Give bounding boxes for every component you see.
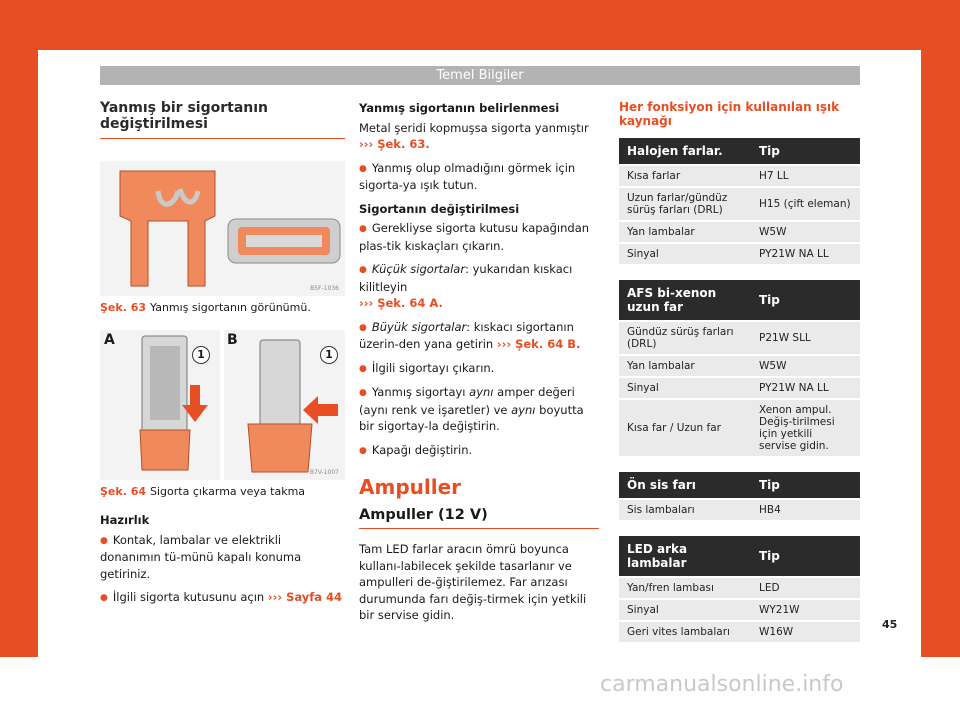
table-header: Tip: [751, 536, 860, 576]
table-cell: Yan/fren lambası: [619, 578, 751, 598]
table-header-row: [619, 536, 860, 576]
large-fuses-text: : kıskacı sigortanın üzerin-den yana getirin: [359, 319, 574, 351]
table-cell: Kısa farlar: [619, 166, 751, 186]
table-cell: Kısa far / Uzun far: [619, 400, 751, 456]
fuse-puller-illustration: [100, 330, 345, 480]
table-header-row: [619, 280, 860, 320]
callout-1-right: 1: [320, 346, 338, 364]
column-right: [619, 100, 860, 656]
same-fuse-em-2: aynı: [511, 402, 536, 417]
table-row: [619, 188, 860, 220]
caption-text: Sigorta çıkarma veya takma: [150, 485, 306, 498]
fig63-ref-link[interactable]: ››› Şek. 63.: [359, 137, 430, 151]
heading-identify: Yanmış sigortanın belirlenmesi: [359, 101, 560, 115]
watermark: carmanualsonline.info: [600, 672, 844, 697]
table-cell: Geri vites lambaları: [619, 622, 751, 642]
figure-64: [100, 330, 345, 480]
bullet-light-text: Yanmış olup olmadığını görmek için sigorta-ya ışık tutun.: [359, 160, 576, 192]
chapter-title-bulbs: Ampuller: [359, 475, 462, 499]
para-identify: [359, 120, 599, 153]
para-led: Tam LED farlar aracın ömrü boyunca kullanı-labilecek şekilde tasarlanır ve ampulleri de-ğiştirilemez. Far arızası durumunda farı değiş-tirmek için yetkili bir servise gidin.: [359, 542, 587, 622]
bullet-clips-text: Gerekliyse sigorta kutusu kapağından plas-tik kıskaçları çıkarın.: [359, 221, 590, 253]
table-header: AFS bi-xenon uzun far: [619, 280, 751, 320]
same-fuse-em-1: aynı: [469, 385, 494, 399]
table-row: [619, 600, 860, 620]
figure-64-caption: [100, 485, 345, 498]
light-source-title: Her fonksiyon için kullanılan ışık kaynağı: [619, 100, 840, 128]
table-cell: Yan lambalar: [619, 222, 751, 242]
table-cell: H7 LL: [751, 166, 860, 186]
large-fuses-term: Büyük sigortalar: [371, 319, 467, 334]
table-cell: Sis lambaları: [619, 500, 751, 520]
table-fog-lamp: [619, 470, 860, 522]
table-afs-xenon: [619, 278, 860, 458]
table-header-row: [619, 472, 860, 498]
section-title-fuse: Yanmış bir sigortanın değiştirilmesi: [100, 100, 345, 139]
table-cell: LED: [751, 578, 860, 598]
page-header: Temel Bilgiler: [100, 66, 860, 85]
fig64a-ref-link[interactable]: ››› Şek. 64 A.: [359, 296, 443, 310]
prep-item-2: [100, 589, 345, 607]
column-left: [100, 100, 345, 614]
table-cell: Sinyal: [619, 378, 751, 398]
table-cell: P21W SLL: [751, 322, 860, 354]
table-header: LED arka lambalar: [619, 536, 751, 576]
bullet-cover-text: Kapağı değiştirin.: [371, 442, 473, 457]
column-middle: [359, 100, 599, 631]
table-cell: HB4: [751, 500, 860, 520]
table-cell: WY21W: [751, 600, 860, 620]
page-number: 45: [882, 618, 898, 631]
figure-code: B5F-1036: [310, 285, 339, 292]
table-row: [619, 500, 860, 520]
table-row: [619, 222, 860, 242]
table-row: [619, 622, 860, 642]
table-header: Tip: [751, 138, 860, 164]
table-row: [619, 322, 860, 354]
same-fuse-text-3: boyutta bir sigortay-la değiştirin.: [359, 402, 584, 433]
para-identify-text: Metal şeridi kopmuşsa sigorta yanmıştır: [359, 120, 589, 135]
table-cell: W16W: [751, 622, 860, 642]
table-header: Halojen farlar.: [619, 138, 751, 164]
bullet-remove: [359, 360, 599, 378]
bullet-cover: [359, 442, 599, 460]
same-fuse-text-1: Yanmış sigortayı: [371, 385, 470, 399]
table-cell: Gündüz sürüş farları (DRL): [619, 322, 751, 354]
table-row: [619, 578, 860, 598]
table-cell: Yan lambalar: [619, 356, 751, 376]
table-cell: PY21W NA LL: [751, 378, 860, 398]
blown-fuse-illustration: [100, 161, 345, 296]
table-cell: Uzun farlar/gündüz sürüş farları (DRL): [619, 188, 751, 220]
bullet-clips: [359, 220, 599, 254]
callout-1-left: 1: [192, 346, 210, 364]
table-cell: Sinyal: [619, 244, 751, 264]
table-row: [619, 378, 860, 398]
table-header-row: [619, 138, 860, 164]
bullet-same-fuse: [359, 384, 599, 435]
table-row: [619, 356, 860, 376]
table-led-rear: [619, 534, 860, 644]
caption-text: Yanmış sigortanın görünümü.: [150, 301, 311, 314]
same-fuse-text-2: amper değeri (aynı renk ve işaretler) ve: [359, 385, 575, 417]
table-row: [619, 244, 860, 264]
table-header: Tip: [751, 280, 860, 320]
heading-replace: Sigortanın değiştirilmesi: [359, 201, 520, 216]
prep-item-1: [100, 532, 345, 583]
figure-number: Şek. 63: [100, 301, 147, 314]
table-cell: W5W: [751, 222, 860, 242]
figure-number: Şek. 64: [100, 485, 147, 498]
prep-item-2-text: İlgili sigorta kutusunu açın: [112, 590, 265, 604]
table-header: Ön sis farı: [619, 472, 751, 498]
small-fuses-text: : yukarıdan kıskacı kilitleyin: [359, 262, 573, 294]
table-cell: Sinyal: [619, 600, 751, 620]
table-halogen: [619, 136, 860, 266]
prep-item-1-text: Kontak, lambalar ve elektrikli donanımın tü-münü kapalı konuma getiriniz.: [100, 532, 302, 581]
figure-label-b: B: [227, 332, 238, 348]
small-fuses-term: Küçük sigortalar: [371, 262, 466, 276]
prep-title: Hazırlık: [100, 513, 150, 527]
figure-63-caption: [100, 301, 345, 314]
figure-label-a: A: [104, 332, 115, 348]
table-cell: Xenon ampul. Değiş-tirilmesi için yetkili servise gidin.: [751, 400, 860, 456]
bullet-remove-text: İlgili sigortayı çıkarın.: [371, 360, 495, 375]
table-cell: W5W: [751, 356, 860, 376]
table-cell: H15 (çift eleman): [751, 188, 860, 220]
section-title-bulbs: Ampuller (12 V): [359, 507, 599, 529]
table-header: Tip: [751, 472, 860, 498]
fig64b-ref-link[interactable]: ››› Şek. 64 B.: [496, 337, 581, 351]
figure-63: [100, 161, 345, 296]
bullet-large-fuses: [359, 319, 599, 353]
bullet-small-fuses: [359, 261, 599, 312]
table-cell: PY21W NA LL: [751, 244, 860, 264]
table-row: [619, 166, 860, 186]
page-ref-link[interactable]: ››› Sayfa 44: [267, 590, 343, 604]
figure-code: B7V-1007: [309, 469, 339, 476]
table-row: [619, 400, 860, 456]
bullet-light: [359, 160, 599, 194]
